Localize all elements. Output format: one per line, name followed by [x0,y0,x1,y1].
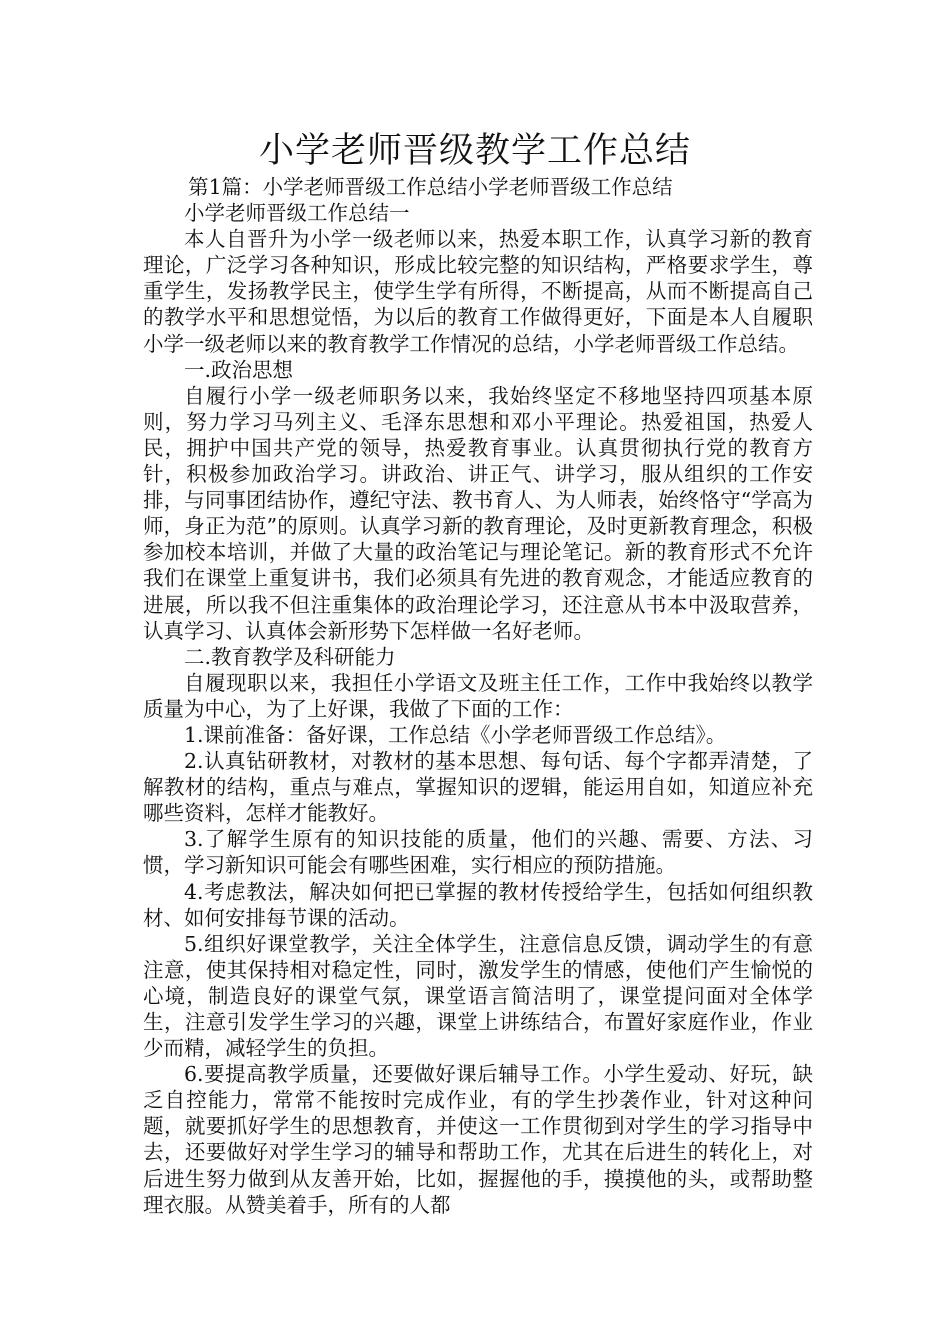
section-subtitle: 第1篇：小学老师晋级工作总结小学老师晋级工作总结 [188,175,673,199]
list-item-5: 5.组织好课堂教学，关注全体学生，注意信息反馈，调动学生的有意注意，使其保持相对稳定性，同时，激发学生的情感，使他们产生愉悦的心境，制造良好的课堂气氛，课堂语言简洁明了，课堂提问面对全体学生，注意引发学生学习的兴趣，课堂上讲练结合，布置好家庭作业，作业少而精，减轻学生的负担。 [143,931,813,1061]
paragraph-heading-1: 小学老师晋级工作总结一 [184,201,410,226]
section-heading-teaching: 二.教育教学及科研能力 [184,644,396,669]
section-heading-politics: 一.政治思想 [184,357,294,382]
list-item-2: 2.认真钻研教材，对教材的基本思想、每句话、每个字都弄清楚，了解教材的结构，重点与难点，掌握知识的逻辑，能运用自如，知道应补充哪些资料，怎样才能教好。 [143,749,813,826]
list-item-1: 1.课前准备：备好课，工作总结《小学老师晋级工作总结》。 [184,722,727,747]
paragraph-politics: 自履行小学一级老师职务以来，我始终坚定不移地坚持四项基本原则，努力学习马列主义、毛泽东思想和邓小平理论。热爱祖国，热爱人民，拥护中国共产党的领导，热爱教育事业。认真贯彻执行党的教育方针，积极参加政治学习。讲政治、讲正气、讲学习，服从组织的工作安排，与同事团结协作，遵纪守法、教书育人、为人师表，始终恪守“学高为师，身正为范”的原则。认真学习新的教育理论，及时更新教育理念，积极参加校本培训，并做了大量的政治笔记与理论笔记。新的教育形式不允许我们在课堂上重复讲书，我们必须具有先进的教育观念，才能适应教育的进展，所以我不但注重集体的政治理论学习，还注意从书本中汲取营养，认真学习、认真体会新形势下怎样做一名好老师。 [143,383,813,643]
list-item-3: 3.了解学生原有的知识技能的质量，他们的兴趣、需要、方法、习惯，学习新知识可能会有哪些困难，实行相应的预防措施。 [143,827,813,878]
document-title: 小学老师晋级教学工作总结 [258,131,691,171]
paragraph-teaching-intro: 自履现职以来，我担任小学语文及班主任工作，工作中我始终以教学质量为中心，为了上好课，我做了下面的工作： [143,670,813,721]
paragraph-intro: 本人自晋升为小学一级老师以来，热爱本职工作，认真学习新的教育理论，广泛学习各种知识，形成比较完整的知识结构，严格要求学生，尊重学生，发扬教学民主，使学生学有所得，不断提高，从而不断提高自己的教学水平和思想觉悟，为以后的教育工作做得更好，下面是本人自履职小学一级老师以来的教育教学工作情况的总结，小学老师晋级工作总结。 [143,227,813,356]
list-item-4: 4.考虑教法，解决如何把已掌握的教材传授给学生，包括如何组织教材、如何安排每节课的活动。 [143,879,813,930]
document-body [143,174,813,1218]
list-item-6: 6.要提高教学质量，还要做好课后辅导工作。小学生爱动、好玩，缺乏自控能力，常常不能按时完成作业，有的学生抄袭作业，针对这种问题，就要抓好学生的思想教育，并使这一工作贯彻到对学生的学习指导中去，还要做好对学生学习的辅导和帮助工作，尤其在后进生的转化上，对后进生努力做到从友善开始，比如，握握他的手，摸摸他的头，或帮助整理衣服。从赞美着手，所有的人都 [143,1062,813,1217]
